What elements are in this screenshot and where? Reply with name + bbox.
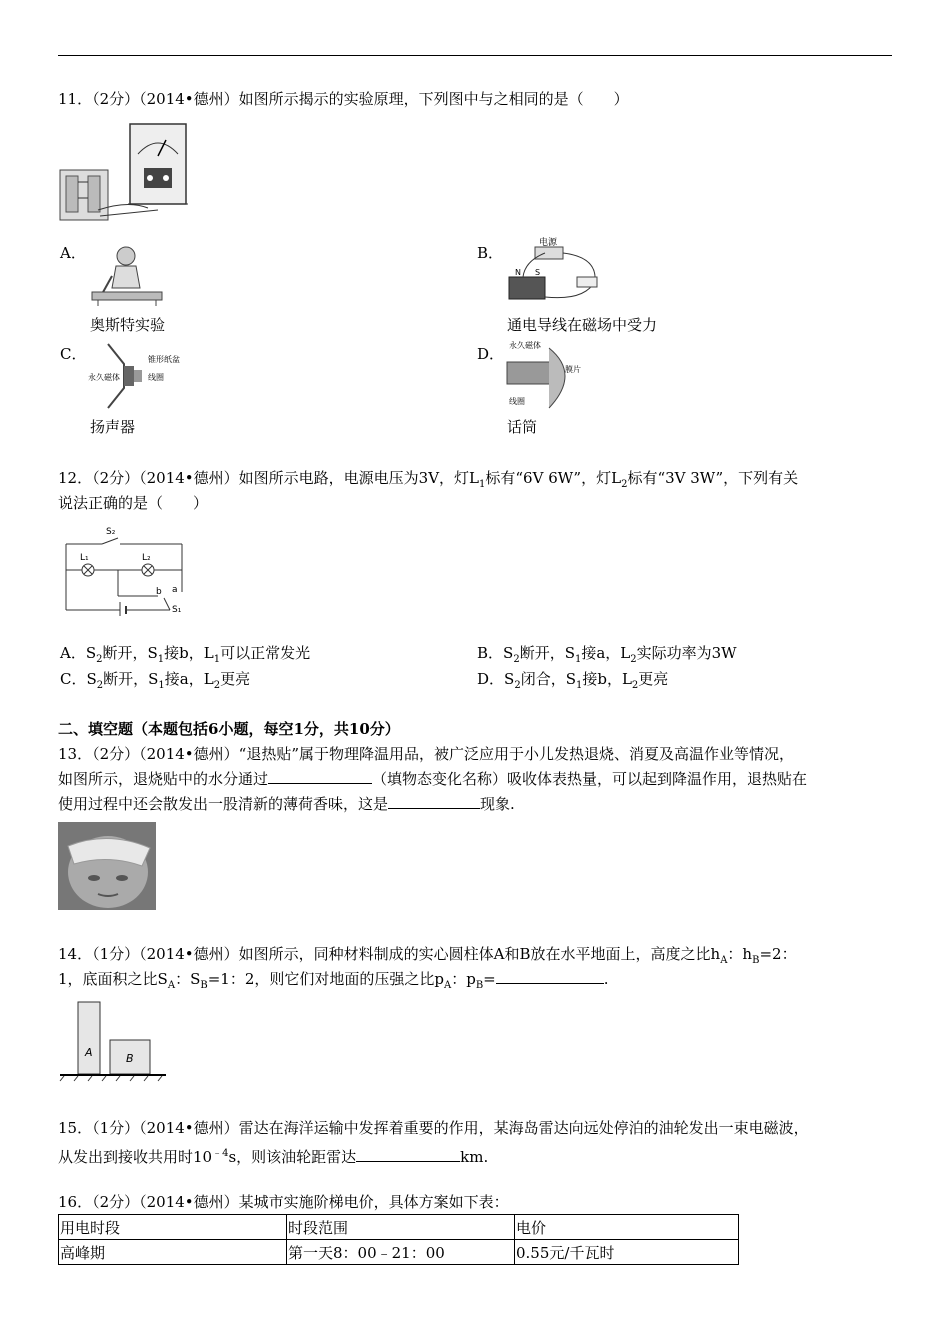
q12-label-l2: L₂: [142, 553, 151, 563]
q11-option-a-caption: 奥斯特实验: [90, 316, 166, 334]
table-header-cell: 电价: [515, 1215, 739, 1240]
q12-option-b: B．$S_2$断开，$S_1$接a，$L_2$实际功率为3W: [477, 644, 737, 665]
q14-line1: 14．（1分）（2014•德州）如图所示，同种材料制成的实心圆柱体A和B放在水平地面上，高度之比$h_A$：$h_B=2$：: [58, 945, 797, 966]
q11-option-c-figure: [88, 340, 200, 412]
q12-option-c: C．$S_2$断开，$S_1$接a，$L_2$更亮: [60, 670, 251, 691]
q11-b-label-n: N: [515, 268, 521, 277]
table-header-row: [59, 1215, 739, 1240]
q16-price-table: [58, 1214, 739, 1265]
q12-stem-line2: 说法正确的是（ ）: [58, 494, 209, 512]
q11-stem: 11．（2分）（2014•德州）如图所示揭示的实验原理，下列图中与之相同的是（ ）: [58, 90, 629, 108]
table-cell: 高峰期: [59, 1240, 287, 1265]
q11-option-a-figure: [88, 242, 170, 308]
q13-line1: 13．（2分）（2014•德州）“退热贴”属于物理降温用品，被广泛应用于小儿发热退烧、消夏及高温作业等情况，: [58, 745, 794, 763]
q13-blank-2[interactable]: [388, 793, 480, 809]
q11-option-d-caption: 话筒: [507, 418, 538, 436]
q13-blank-1[interactable]: [268, 768, 372, 784]
q11-option-d-figure: [505, 338, 581, 412]
q15-line1: 15．（1分）（2014•德州）雷达在海洋运输中发挥着重要的作用，某海岛雷达向远处停泊的油轮发出一束电磁波，: [58, 1119, 809, 1137]
q13-photo: [58, 822, 156, 910]
q15-line2: 从发出到接收共用时$10^{﹣4}s$，则该油轮距雷达 km.: [58, 1148, 489, 1166]
q12-label-b: b: [156, 587, 162, 597]
q11-c-label-coil: 线圈: [148, 373, 164, 382]
q12-label-l1: L₁: [80, 553, 89, 563]
q16-stem: 16．（2分）（2014•德州）某城市实施阶梯电价，具体方案如下表：: [58, 1193, 509, 1211]
q15-blank[interactable]: [356, 1146, 460, 1162]
q14-blank[interactable]: [496, 968, 604, 984]
table-header-cell: 用电时段: [59, 1215, 287, 1240]
q11-c-label-magnet: 永久磁体: [88, 373, 120, 382]
q14-line2: 1，底面积之比$S_A$：$S_B=1$：2，则它们对地面的压强之比$p_A$：$p_B=$ .: [58, 970, 609, 991]
table-cell: 0.55元/千瓦时: [515, 1240, 739, 1265]
q11-c-label-cone: 锥形纸盆: [148, 355, 180, 364]
q14-label-b: B: [126, 1052, 134, 1065]
q11-option-b-letter: B．: [477, 244, 504, 262]
section-2-title: 二、填空题（本题包括6小题，每空1分，共10分）: [58, 720, 400, 738]
q11-d-label-membrane: 膜片: [565, 365, 581, 374]
table-header-cell: 时段范围: [287, 1215, 515, 1240]
q11-option-b-figure: [505, 237, 603, 309]
q11-option-d-letter: D．: [477, 345, 505, 363]
q14-label-a: A: [85, 1046, 93, 1059]
q11-d-label-coil: 线圈: [509, 397, 525, 406]
table-cell: 第一天8：00﹣21：00: [287, 1240, 515, 1265]
q11-option-c-letter: C．: [60, 345, 87, 363]
q11-option-a-letter: A．: [60, 244, 86, 262]
table-row: [59, 1240, 739, 1265]
q12-label-s1: S₁: [172, 605, 182, 615]
q11-option-c-caption: 扬声器: [90, 418, 136, 436]
q12-option-d: D．$S_2$闭合，$S_1$接b，$L_2$更亮: [477, 670, 669, 691]
top-rule: [58, 55, 892, 56]
q11-d-label-magnet: 永久磁体: [509, 341, 541, 350]
q12-label-a: a: [172, 585, 178, 595]
q12-stem: 12．（2分）（2014•德州）如图所示电路，电源电压为3V，灯$L_1$标有“6V 6W”，灯$L_2$标有“3V 3W”，下列有关: [58, 469, 799, 490]
q11-b-label-power: 电源: [539, 238, 558, 248]
q13-line2: 如图所示，退烧贴中的水分通过 （填物态变化名称）吸收体表热量，可以起到降温作用，退热贴在: [58, 770, 808, 788]
q12-option-a: A．$S_2$断开，$S_1$接b，$L_1$可以正常发光: [60, 644, 311, 665]
q14-cylinders-figure: [58, 998, 168, 1082]
q12-label-s2: S₂: [106, 527, 116, 537]
q11-b-label-s: S: [535, 268, 541, 277]
q11-main-figure: [58, 120, 190, 228]
q13-line3: 使用过程中还会散发出一股清新的薄荷香味，这是 现象.: [58, 795, 515, 813]
q11-option-b-caption: 通电导线在磁场中受力: [507, 316, 658, 334]
q12-circuit-figure: [58, 522, 188, 618]
